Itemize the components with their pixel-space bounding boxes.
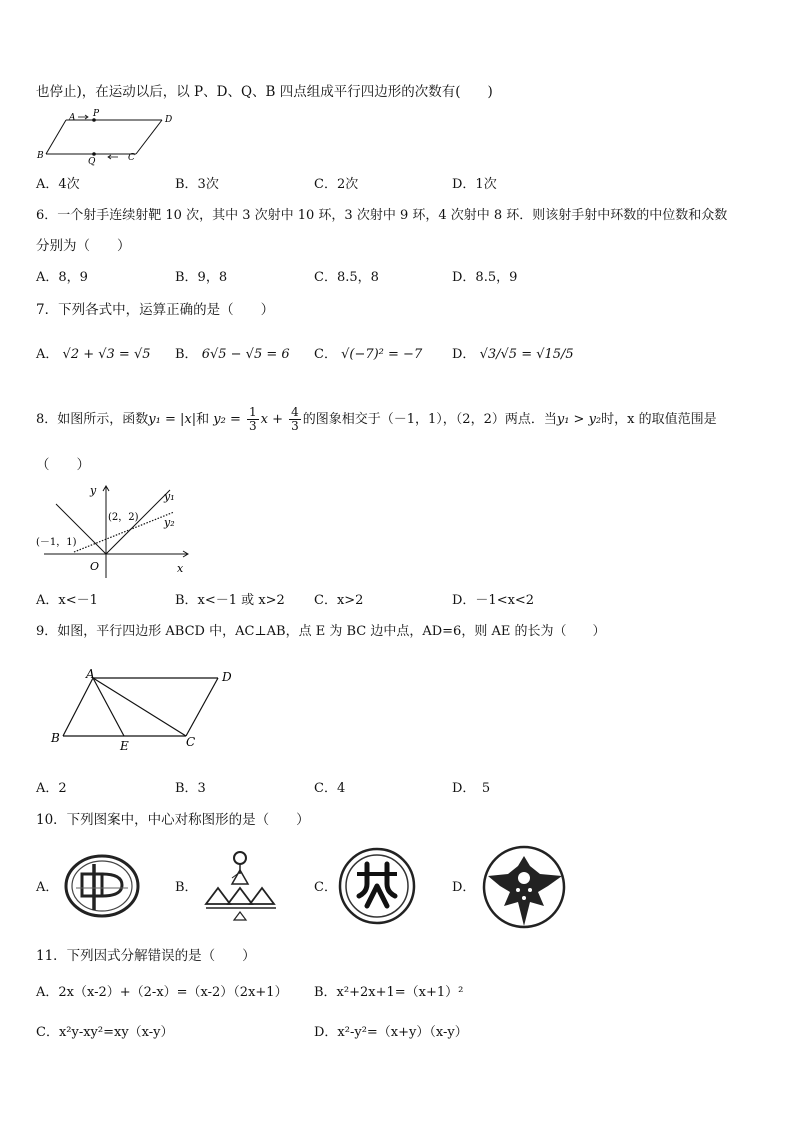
q6-text-line2: 分别为（ ） [36,238,131,254]
q10-option-b-label: B． [175,880,198,895]
q10-option-d-eagle-icon [478,844,574,930]
q8-label-x: x [177,562,184,575]
q10-option-c-seal-icon [337,846,417,926]
q8-label-y2: y₂ [164,516,175,529]
q7-option-c-label: C． [314,347,337,362]
q5-label-D: D [165,115,173,125]
q10-text: 10．下列图案中，中心对称图形的是（ ） [36,812,310,828]
q9-label-D: D [222,670,232,684]
q8-text-mid: 的图象相交于（－1，1），（2，2）两点．当 [302,412,557,427]
q11-option-c: C．x²y-xy²=xy（x-y） [36,1025,174,1040]
q7-option-b [175,345,290,365]
q9-parallelogram-figure [46,666,246,754]
q7-option-b-expr: 6√5 − √5 = 6 [201,347,290,362]
q8-text [36,406,717,433]
q5-label-C: C [128,153,135,163]
q11-option-a: A．2x（x-2）+（2-x）=（x-2）（2x+1） [36,985,288,1000]
q8-label-y1: y₁ [164,490,175,503]
q7-option-a [36,345,151,365]
q8-label-point-m1-1: (－1，1) [36,537,77,548]
q8-option-b: B．x<－1 或 x>2 [175,593,285,608]
q9-label-B: B [51,731,60,745]
q7-option-d [452,345,574,365]
q9-text: 9．如图，平行四边形 ABCD 中，AC⊥AB，点 E 为 BC 边中点，AD=6，则 AE 的长为（ ） [36,624,606,639]
q5-label-B: B [37,151,44,161]
q7-option-c [314,345,422,365]
q7-option-c-expr: √(−7)² = −7 [341,347,423,362]
q6-option-b: B．9，8 [175,270,228,285]
q8-fraction-1-3 [247,406,259,433]
q5-parallelogram-figure [36,108,186,166]
q9-option-d: D． 5 [452,781,491,796]
q7-option-b-label: B． [175,347,198,362]
q8-condition: y₁ > y₂ [556,412,602,427]
q10-option-b-triangles-icon [202,848,282,924]
q8-y2-lhs: y₂ = [213,412,241,427]
q7-text: 7．下列各式中，运算正确的是（ ） [36,302,275,318]
q8-frac2-den: 3 [291,419,299,433]
q8-text-end: 时，x 的取值范围是 [601,412,717,427]
q5-label-P: P [93,109,100,119]
q8-option-c: C．x>2 [314,593,364,608]
q5-label-Q: Q [88,157,96,166]
q10-option-c-label: C． [314,880,337,895]
q7-option-a-expr: √2 + √3 = √5 [62,347,151,362]
q7-option-d-expr: √3/√5 = √15/5 [479,347,574,362]
q8-label-point-2-2: (2，2) [108,512,139,523]
q5-option-b: B．3次 [175,177,219,192]
q8-y1-expr: y₁ = |x| [148,412,197,427]
q8-option-d: D．－1<x<2 [452,593,535,608]
q8-frac2-num: 4 [291,405,299,419]
q8-fraction-4-3 [289,406,301,433]
q11-text: 11．下列因式分解错误的是（ ） [36,948,256,964]
q10-option-a-emblem-icon [62,852,142,920]
q6-option-a: A．8，9 [36,270,88,285]
q7-option-d-label: D． [452,347,476,362]
q6-option-d: D．8.5，9 [452,270,518,285]
q9-option-c: C．4 [314,781,346,796]
q8-function-graph [34,480,194,580]
q8-label-y: y [90,484,97,497]
q8-frac1-den: 3 [248,419,257,433]
q8-paren: （ ） [36,457,90,473]
q8-text-and: 和 [196,412,210,427]
q6-text-line1: 6．一个射手连续射靶 10 次，其中 3 次射中 10 环，3 次射中 9 环，4 次射中 8 环．则该射手射中环数的中位数和众数 [36,208,728,223]
q5-text: 也停止)，在运动以后，以 P、D、Q、B 四点组成平行四边形的次数有( ) [36,84,493,100]
q10-option-d-label: D． [452,880,476,895]
q8-text-prefix: 8．如图所示，函数 [36,412,149,427]
q8-option-a: A．x<－1 [36,593,98,608]
q5-option-d: D．1次 [452,177,497,192]
q5-option-c: C．2次 [314,177,359,192]
q9-label-C: C [186,735,196,749]
q11-option-d: D．x²-y²=（x+y）（x-y） [314,1025,468,1040]
q9-label-A: A [86,667,95,681]
q5-label-A: A [69,113,76,123]
q10-option-a-label: A． [36,880,59,895]
q8-frac1-num: 1 [248,405,257,419]
q7-option-a-label: A． [36,347,59,362]
q9-option-a: A．2 [36,781,67,796]
q9-label-E: E [120,739,129,753]
q6-option-c: C．8.5，8 [314,270,379,285]
q9-option-b: B．3 [175,781,206,796]
q8-text-x-plus: x + [260,412,283,427]
q5-option-a: A．4次 [36,177,80,192]
q11-option-b: B．x²+2x+1=（x+1）² [314,985,464,1000]
q8-label-origin: O [90,560,100,573]
